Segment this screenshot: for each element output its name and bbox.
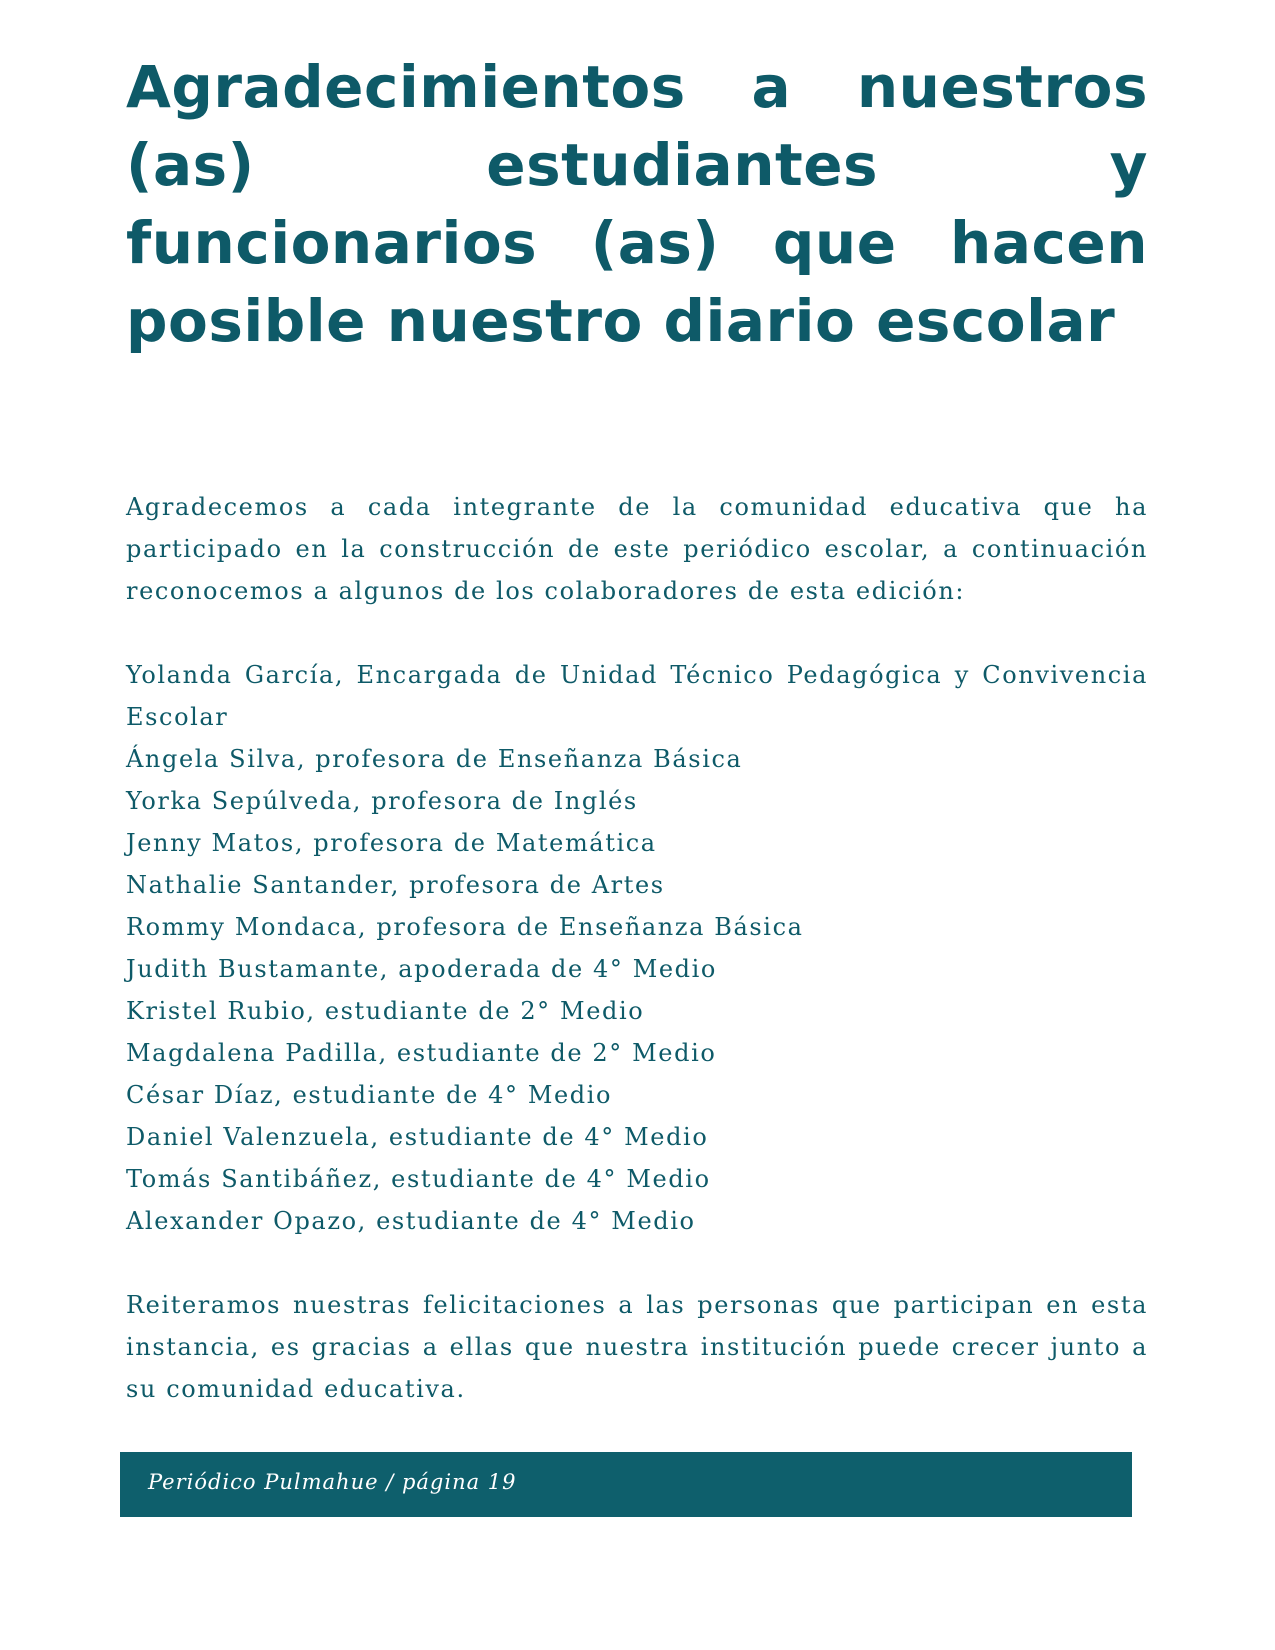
page-footer [120,1452,1132,1517]
list-item: César Díaz, estudiante de 4° Medio [126,1081,613,1109]
list-item: Jenny Matos, profesora de Matemática [126,829,657,857]
list-item: Daniel Valenzuela, estudiante de 4° Medio [126,1123,709,1151]
list-item: Yorka Sepúlveda, profesora de Inglés [126,787,638,815]
list-item: Nathalie Santander, profesora de Artes [126,871,665,899]
list-item: Yolanda García, Encargada de Unidad Técnico Pedagógica y Convivencia Escolar [126,661,1148,731]
list-item: Kristel Rubio, estudiante de 2° Medio [126,997,645,1025]
list-item: Rommy Mondaca, profesora de Enseñanza Básica [126,913,804,941]
footer-page-label: Periódico Pulmahue / página 19 [148,1470,517,1494]
list-item: Magdalena Padilla, estudiante de 2° Medio [126,1039,717,1067]
list-item: Tomás Santibáñez, estudiante de 4° Medio [126,1165,711,1193]
page-title: Agradecimientos a nuestros (as) estudiantes y funcionarios (as) que hacen posible nuestro diario escolar [126,53,1148,355]
list-item: Alexander Opazo, estudiante de 4° Medio [126,1207,696,1235]
intro-paragraph: Agradecemos a cada integrante de la comunidad educativa que ha participado en la construcción de este periódico escolar, a continuación reconocemos a algunos de los colaboradores de esta edición: [126,493,1148,605]
collaborators-list [126,654,1148,1242]
list-item: Judith Bustamante, apoderada de 4° Medio [126,955,717,983]
list-item: Ángela Silva, profesora de Enseñanza Básica [126,745,743,773]
closing-paragraph: Reiteramos nuestras felicitaciones a las personas que participan en esta instancia, es gracias a ellas que nuestra institución puede crecer junto a su comunidad educativa. [126,1291,1148,1403]
